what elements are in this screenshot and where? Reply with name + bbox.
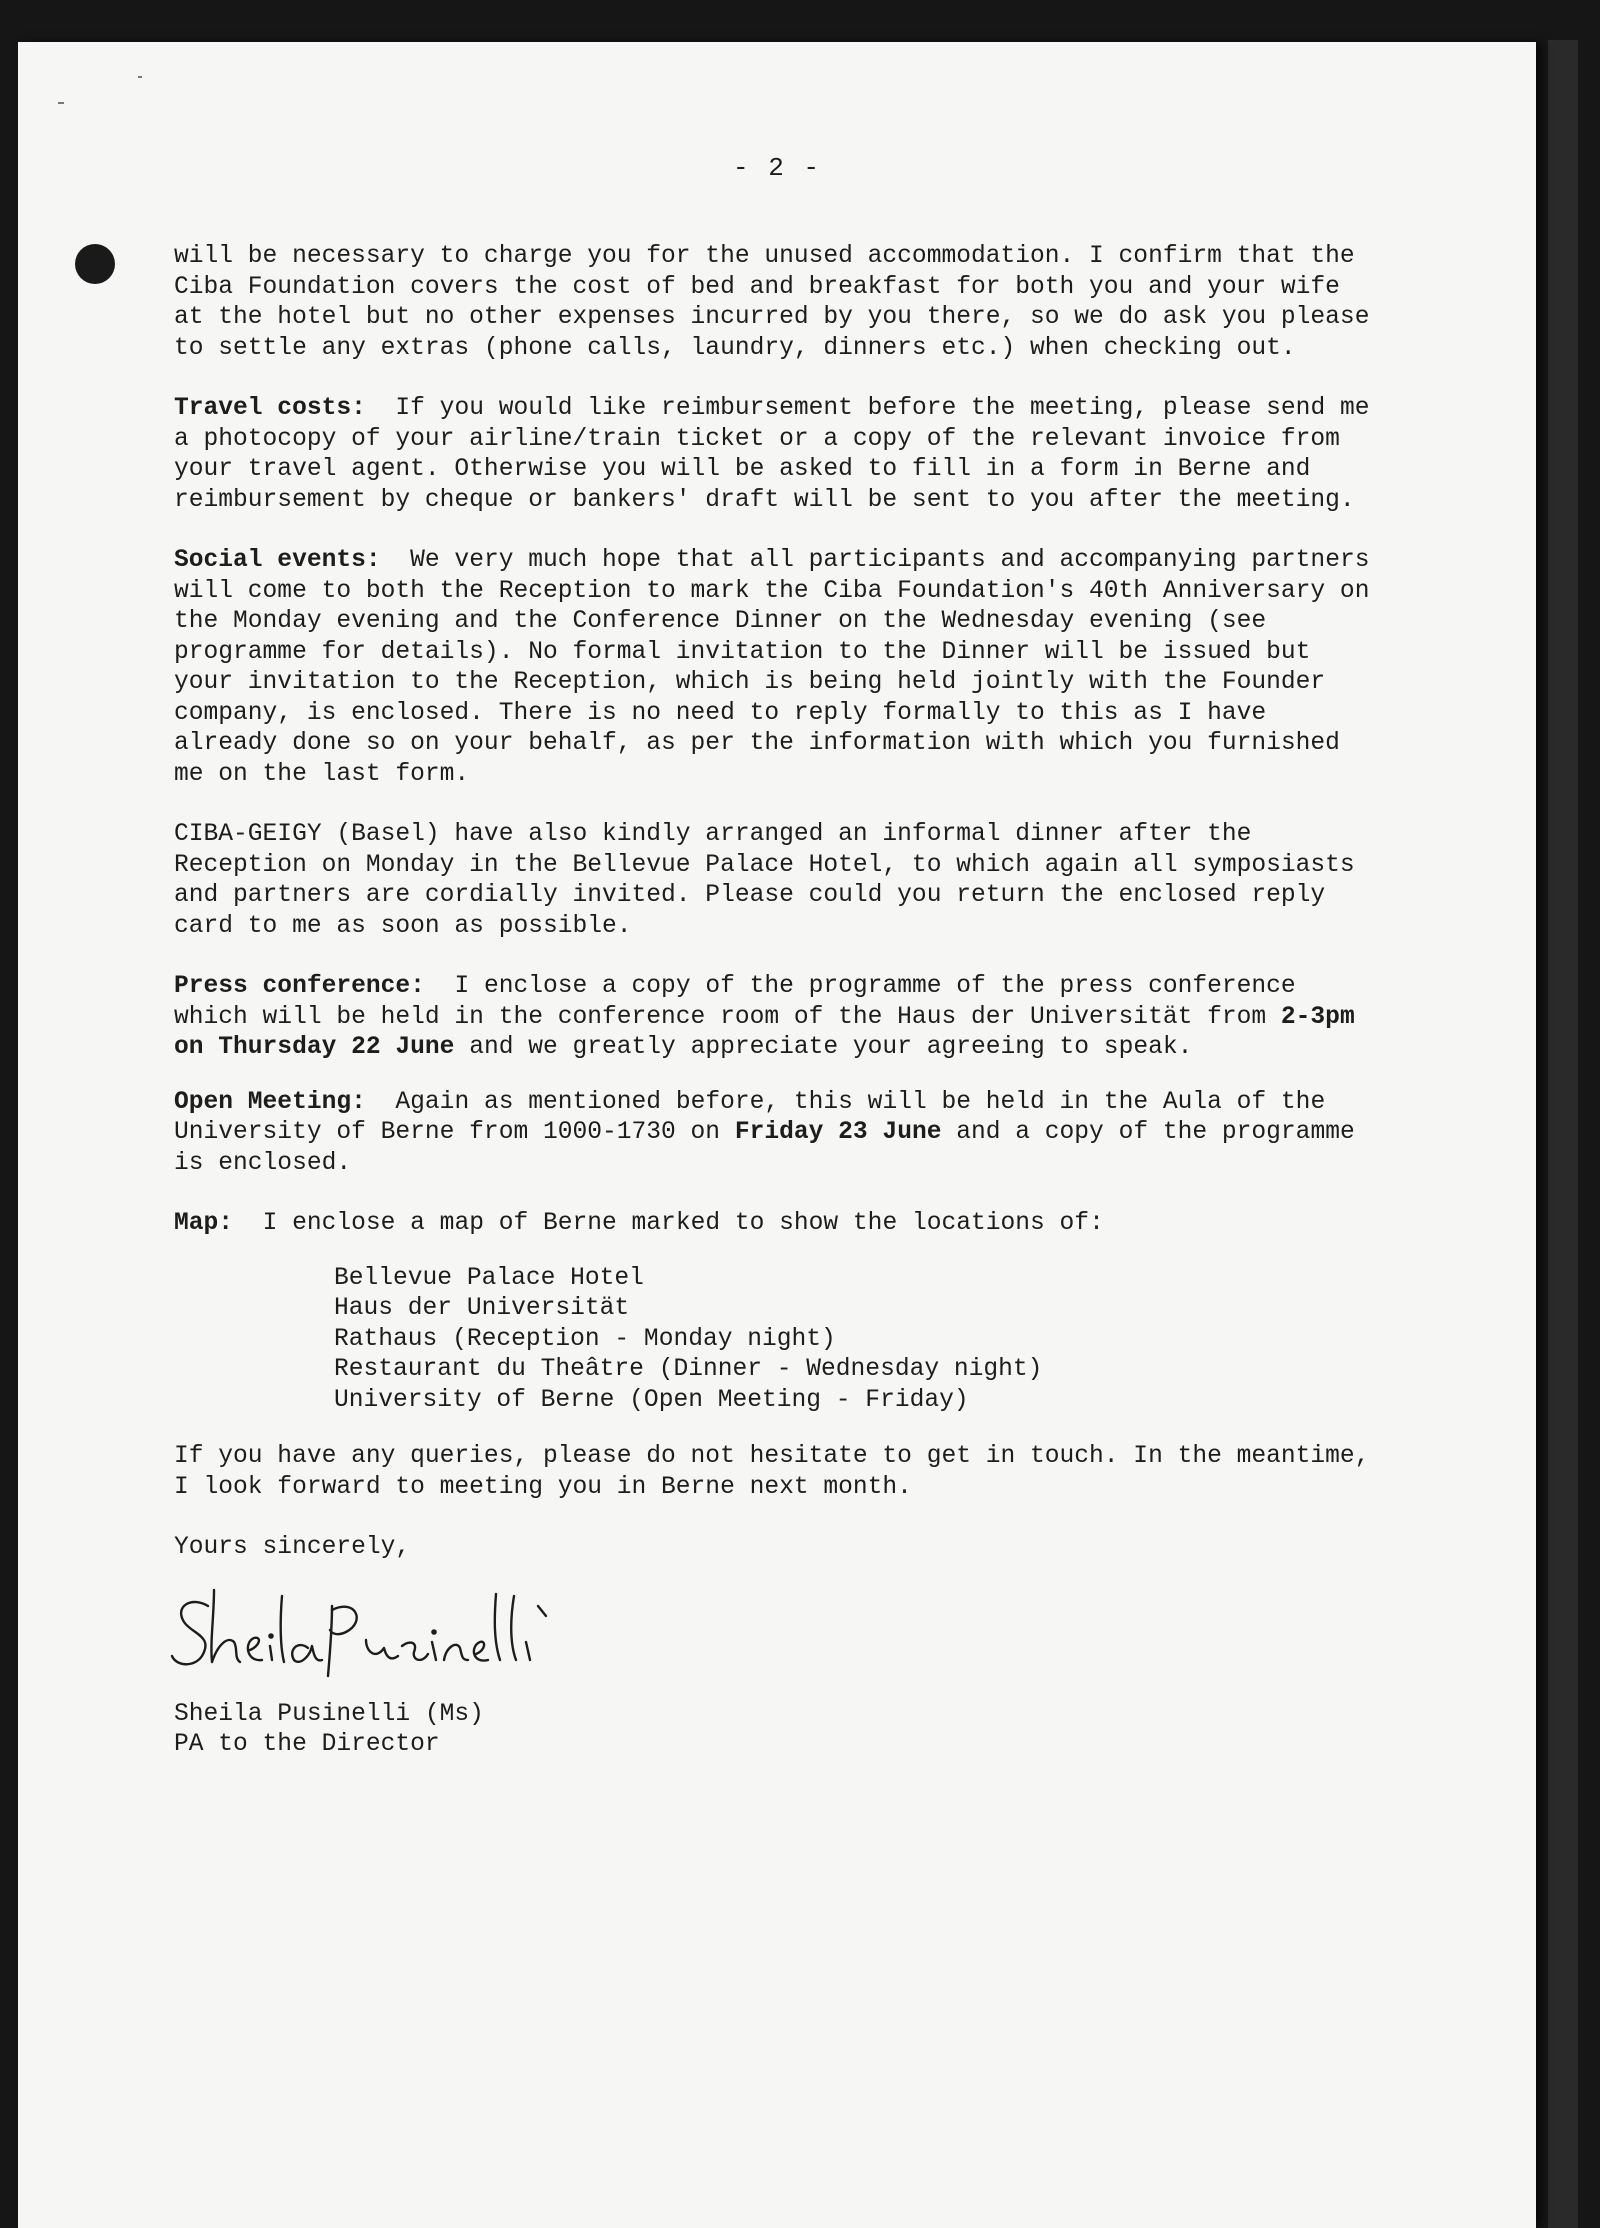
- map-locations-list: [334, 1264, 1374, 1417]
- open-meeting-text-end: and a copy of the programme is enclosed.: [174, 1119, 1355, 1177]
- map-location-item: Bellevue Palace Hotel: [334, 1264, 644, 1292]
- page-number: - 2 -: [732, 153, 821, 183]
- closing-paragraph: If you have any queries, please do not hesitate to get in touch. In the meantime, I look forward to meeting you in Berne next month.: [174, 1443, 1370, 1501]
- paper-speck: [58, 102, 64, 104]
- map-location-item: Rathaus (Reception - Monday night): [334, 1325, 836, 1353]
- signer-title: PA to the Director: [174, 1731, 440, 1758]
- open-meeting-date: Friday 23 June: [734, 1119, 942, 1146]
- punch-hole: [75, 244, 115, 284]
- map-location-item: Restaurant du Theâtre (Dinner - Wednesday night): [334, 1356, 1043, 1383]
- travel-costs-text: If you would like reimbursement before the meeting, please send me a photocopy of your airline/train ticket or a copy of the relevant invoice from your travel agent. Otherwise you will be asked to fill in a form in Berne and reimbursement by cheque or bankers' draft will be sent to you after the meeting.: [174, 395, 1370, 514]
- press-conference-text: I enclose a copy of the programme of the press conference which will be held in the conference room of the Haus der Universität from: [174, 973, 1296, 1031]
- map-location-item: University of Berne (Open Meeting - Friday): [334, 1386, 969, 1414]
- paper-speck: [138, 76, 142, 78]
- ciba-geigy-paragraph: CIBA-GEIGY (Basel) have also kindly arranged an informal dinner after the Reception on Monday in the Bellevue Palace Hotel, to which again all symposiasts and partners are cordially invited. Please could you return the enclosed reply card to me as soon as possible.: [174, 821, 1355, 940]
- press-conference-date: 2-3pm on Thursday 22 June: [174, 1003, 1355, 1061]
- map-text: I enclose a map of Berne marked to show the locations of:: [262, 1210, 1104, 1237]
- travel-costs-paragraph: [174, 394, 1374, 516]
- handwritten-signature: [170, 1576, 590, 1686]
- open-meeting-text: Again as mentioned before, this will be held in the Aula of the University of Berne from 1000-1730 on: [174, 1088, 1326, 1146]
- letter-page: [18, 42, 1536, 2228]
- press-conference-label: Press conference:: [174, 973, 425, 1000]
- open-meeting-paragraph: [174, 1088, 1374, 1180]
- map-location-item: Haus der Universität: [334, 1295, 630, 1322]
- map-paragraph: [174, 1209, 1374, 1240]
- social-events-label: Social events:: [174, 547, 381, 574]
- signer-name: Sheila Pusinelli (Ms): [174, 1700, 484, 1728]
- letter-body: [174, 242, 1374, 1761]
- open-meeting-label: Open Meeting:: [174, 1088, 366, 1116]
- travel-costs-label: Travel costs:: [174, 395, 366, 422]
- press-conference-paragraph: [174, 972, 1374, 1064]
- social-events-text: We very much hope that all participants and accompanying partners will come to both the Reception to mark the Ciba Foundation's 40th Anniversary on the Monday evening and the Conference Dinner on the Wednesday evening (see programme for details). No formal invitation to the Dinner will be issued but your invitation to the Reception, which is being held jointly with the Founder company, is enclosed. There is no need to reply formally to this as I have already done so on your behalf, as per the information with which you furnished me on the last form.: [174, 547, 1370, 788]
- intro-continuation-paragraph: will be necessary to charge you for the unused accommodation. I confirm that the Ciba Foundation covers the cost of bed and breakfast for both you and your wife at the hotel but no other expenses incurred by you there, so we do ask you please to settle any extras (phone calls, laundry, dinners etc.) when checking out.: [174, 243, 1370, 362]
- social-events-paragraph: [174, 546, 1374, 790]
- background-edge: [1548, 40, 1578, 2228]
- salutation: Yours sincerely,: [174, 1534, 411, 1561]
- map-label: Map:: [174, 1210, 234, 1237]
- press-conference-text-end: and we greatly appreciate your agreeing to speak.: [469, 1034, 1193, 1061]
